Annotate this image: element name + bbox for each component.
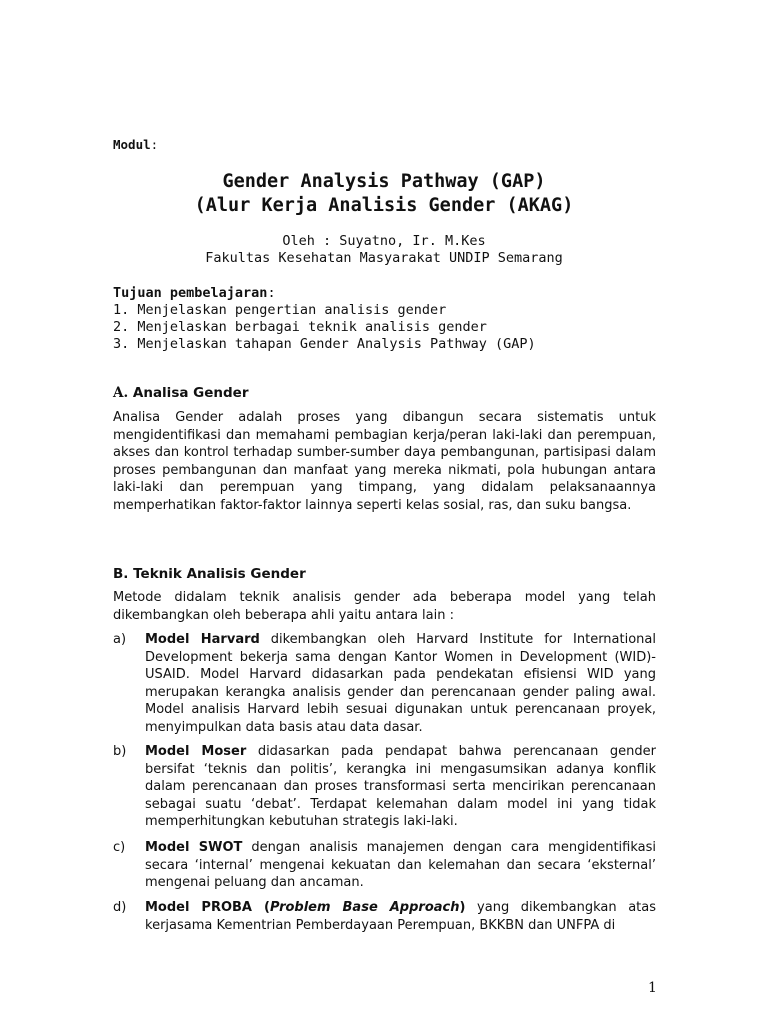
model-description: dikembangkan oleh Harvard Institute for International Development bekerja sama dengan Kantor Women in Development (WID)-USAID. Model Harvard didasarkan pada pendekatan efisiensi WID yang merupakan kerangka analisis gender dan perencanaan gender paling awal. Model analisis Harvard lebih sesuai digunakan untuk perencanaan proyek, menyimpulkan data basis atau data dasar. xyxy=(145,632,656,735)
list-item-marker: a) xyxy=(113,632,127,647)
module-label xyxy=(113,137,158,152)
section-a-title: Analisa Gender xyxy=(132,385,249,401)
model-name-italic: Problem Base Approach xyxy=(269,900,460,915)
model-description: yang dikembangkan atas kerjasama Kementrian Pemberdayaan Perempuan, BKKBN dan UNFPA di xyxy=(145,900,657,933)
document-title-line-2: (Alur Kerja Analisis Gender (AKAG) xyxy=(194,195,574,216)
objective-item: 2. Menjelaskan berbagai teknik analisis gender xyxy=(113,319,487,335)
model-name: Model PROBA xyxy=(145,900,252,915)
author-affiliation: Fakultas Kesehatan Masyarakat UNDIP Semarang xyxy=(205,250,563,266)
list-item-marker: b) xyxy=(113,744,127,759)
section-a-heading xyxy=(113,385,248,401)
section-a-letter: A. xyxy=(113,385,129,401)
list-item-body xyxy=(145,631,656,737)
section-a-paragraph: Analisa Gender adalah proses yang dibangun secara sistematis untuk mengidentifikasi dan memahami pembagian kerja/peran laki-laki dan perempuan, akses dan kontrol terhadap sumber-sumber daya pembangunan, partisipasi dalam proses pembangunan dan manfaat yang mereka nikmati, pola hubungan antara laki-laki dan perempuan yang timpang, yang didalam pelaksanaannya memperhatikan faktor-faktor lainnya seperti kelas sosial, ras, dan suku bangsa. xyxy=(113,410,656,513)
list-item-body xyxy=(145,899,656,934)
model-name: Model Harvard xyxy=(145,632,260,647)
model-description: dengan analisis manajemen dengan cara mengidentifikasi secara ‘internal’ mengenai kekuatan dan kelemahan dan secara ‘eksternal’ mengenai peluang dan ancaman. xyxy=(145,840,656,891)
section-b-paragraph: Metode didalam teknik analisis gender ada beberapa model yang telah dikembangkan oleh beberapa ahli yaitu antara lain : xyxy=(113,590,656,623)
section-b-letter: B xyxy=(113,566,124,582)
author-line: Oleh : Suyatno, Ir. M.Kes xyxy=(282,233,486,249)
document-title-line-1: Gender Analysis Pathway (GAP) xyxy=(222,171,546,192)
list-item-body xyxy=(145,743,656,831)
model-description: didasarkan pada pendapat bahwa perencanaan gender bersifat ‘teknis dan politis’, kerangka ini mengasumsikan adanya konflik dalam perencanaan dan proses transformasi serta mencirikan perencanaan sebagai suatu ‘debat’. Terdapat kelemahan dalam model ini yang tidak memperhitungkan kebutuhan strategis laki-laki. xyxy=(145,744,656,830)
objectives-heading-colon: : xyxy=(267,285,276,301)
module-label-colon: : xyxy=(150,137,159,152)
list-item-marker: c) xyxy=(113,840,126,855)
learning-objectives xyxy=(113,285,536,353)
objective-item: 3. Menjelaskan tahapan Gender Analysis Pathway (GAP) xyxy=(113,336,536,352)
list-item-marker: d) xyxy=(113,900,127,915)
list-item-body xyxy=(145,839,656,892)
model-name: Model SWOT xyxy=(145,840,243,855)
learning-objectives-heading xyxy=(113,285,536,302)
objectives-heading-text: Tujuan pembelajaran xyxy=(113,285,268,301)
objective-item: 1. Menjelaskan pengertian analisis gender xyxy=(113,302,447,318)
module-label-text: Modul xyxy=(113,137,151,152)
page-number: 1 xyxy=(648,980,657,996)
model-name-close: ) xyxy=(459,900,466,915)
section-b-heading xyxy=(113,566,306,582)
model-name-open: ( xyxy=(252,900,270,915)
model-name: Model Moser xyxy=(145,744,247,759)
section-b-title: . Teknik Analisis Gender xyxy=(123,566,306,582)
